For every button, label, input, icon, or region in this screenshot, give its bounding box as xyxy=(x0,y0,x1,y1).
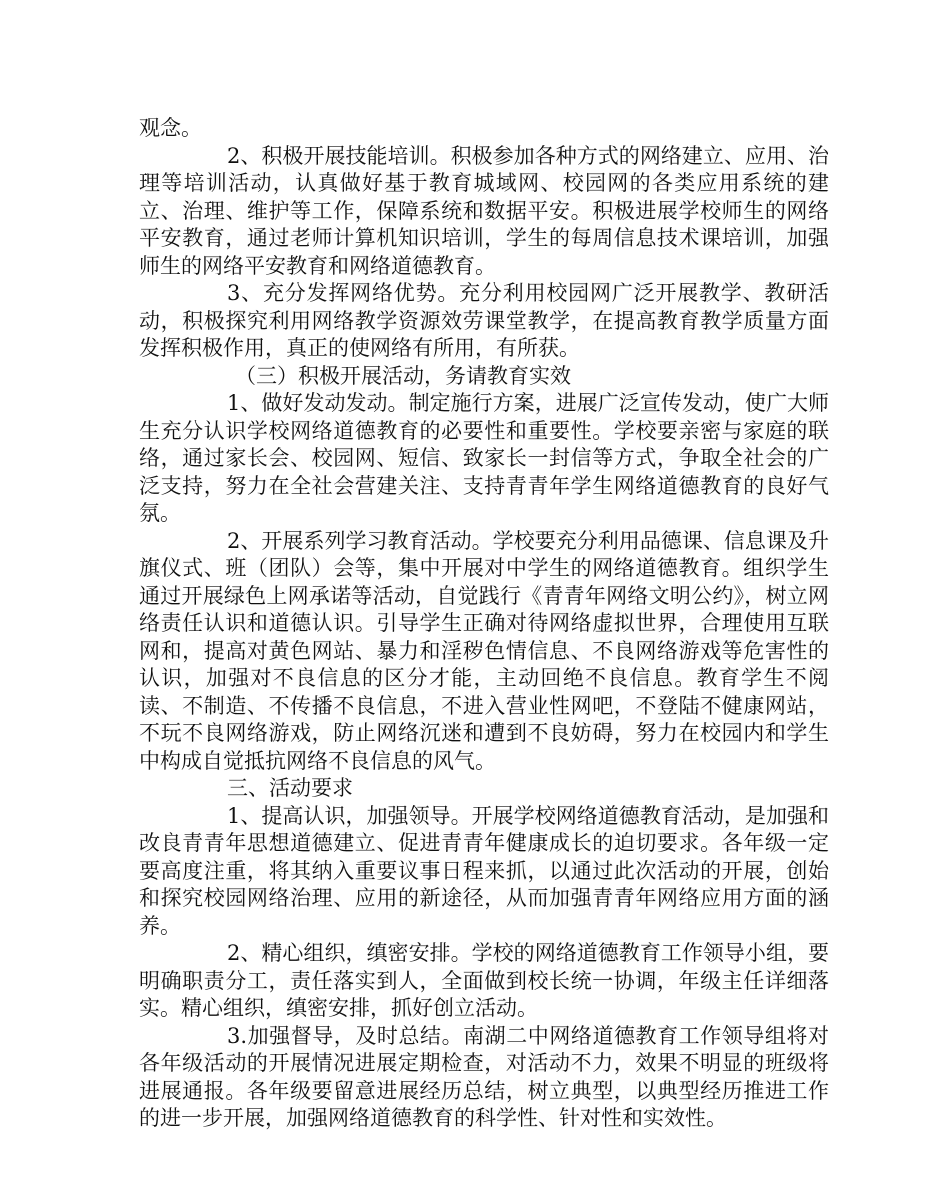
paragraph-network-advantage: 3、充分发挥网络优势。充分利用校园网广泛开展教学、教研活动，积极探究利用网络教学资源效劳课堂教学，在提高教育教学质量方面发挥积极作用，真正的使网络有所用，有所获。 xyxy=(139,281,829,360)
paragraph-supervision: 3.加强督导，及时总结。南湖二中网络道德教育工作领导组将对各年级活动的开展情况进展定期检查，对活动不力，效果不明显的班级将进展通报。各年级要留意进展经历总结，树立典型，以典型经历推进工作的进一步开展，加强网络道德教育的科学性、针对性和实效性。 xyxy=(139,1023,829,1130)
paragraph-leadership: 1、提高认识，加强领导。开展学校网络道德教育活动，是加强和改良青青年思想道德建立、促进青青年健康成长的迫切要求。各年级一定要高度注重，将其纳入重要议事日程来抓，以通过此次活动的开展，创始和探究校园网络治理、应用的新途径，从而加强青青年网络应用方面的涵养。 xyxy=(139,803,829,938)
section-heading-activities: （三）积极开展活动，务请教育实效 xyxy=(235,363,571,388)
paragraph-education-activities: 2、开展系列学习教育活动。学校要充分利用品德课、信息课及升旗仪式、班（团队）会等，集中开展对中学生的网络道德教育。组织学生通过开展绿色上网承诺等活动，自觉践行《青青年网络文明公约》，树立网络责任认识和道德认识。引导学生正确对待网络虚拟世界，合理使用互联网和，提高对黄色网站、暴力和淫秽色情信息、不良网络游戏等危害性的认识，加强对不良信息的区分才能，主动回绝不良信息。教育学生不阅读、不制造、不传播不良信息，不进入营业性网吧，不登陆不健康网站，不玩不良网络游戏，防止网络沉迷和遭到不良妨碍，努力在校园内和学生中构成自觉抵抗网络不良信息的风气。 xyxy=(139,528,829,773)
paragraph-skill-training: 2、积极开展技能培训。积极参加各种方式的网络建立、应用、治理等培训活动，认真做好基于教育城域网、校园网的各类应用系统的建立、治理、维护等工作，保障系统和数据平安。积极进展学校师生的网络平安教育，通过老师计算机知识培训，学生的每周信息技术课培训，加强师生的网络平安教育和网络道德教育。 xyxy=(139,143,829,278)
paragraph-continuation: 观念。 xyxy=(139,116,202,140)
paragraph-mobilization: 1、做好发动发动。制定施行方案，进展广泛宣传发动，使广大师生充分认识学校网络道德教育的必要性和重要性。学校要亲密与家庭的联络，通过家长会、校园网、短信、致家长一封信等方式，争取全社会的广泛支持，努力在全社会营建关注、支持青青年学生网络道德教育的良好气氛。 xyxy=(139,391,829,525)
document-body xyxy=(139,115,829,1133)
paragraph-organization: 2、精心组织，缜密安排。学校的网络道德教育工作领导小组，要明确职责分工，责任落实到人，全面做到校长统一协调，年级主任详细落实。精心组织，缜密安排，抓好创立活动。 xyxy=(139,941,829,1020)
section-heading-requirements: 三、活动要求 xyxy=(227,776,353,800)
